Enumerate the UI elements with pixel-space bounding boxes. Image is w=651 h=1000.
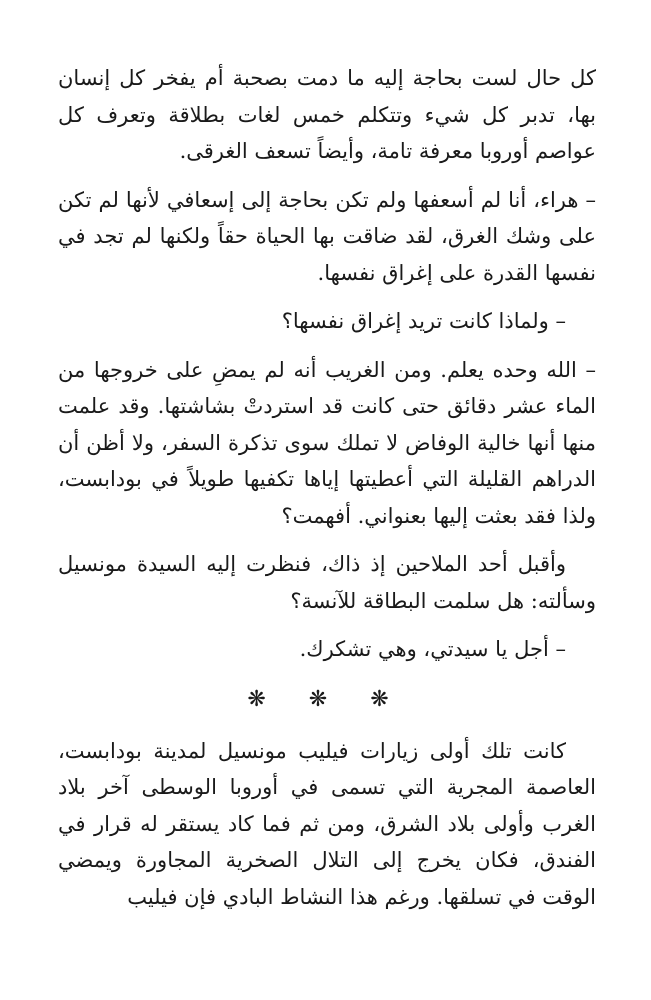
- book-page: [58, 60, 596, 915]
- paragraph-dialogue-question: – ولماذا كانت تريد إغراق نفسها؟: [281, 309, 566, 333]
- paragraph-dialogue-nonsense: – هراء، أنا لم أسعفها ولم تكن بحاجة إلى إسعافي لأنها لم تكن على وشك الغرق، لقد ضاقت بها الحياة حقاً ولكنها لم تجد في نفسها القدرة على إغراق نفسها.: [58, 187, 596, 285]
- paragraph-continuation: كل حال لست بحاجة إليه ما دمت بصحبة أم يفخر كل إنسان بها، تدبر كل شيء وتتكلم خمس لغات بطلاقة وتعرف كل عواصم أوروبا معرفة تامة، وأيضاً تسعف الغرقى.: [58, 66, 596, 163]
- paragraph-dialogue-god-knows: – الله وحده يعلم. ومن الغريب أنه لم يمضِ على خروجها من الماء عشر دقائق حتى كانت قد استردتْ بشاشتها. وقد علمت منها أنها خالية الوفاض لا تملك سوى تذكرة السفر، ولا أظن أن الدراهم القليلة التي أعطيتها إياها تكفيها طويلاً في بودابست، ولذا فقد بعثت إليها بعنواني. أفهمت؟: [58, 357, 596, 528]
- paragraph-sailor-approach: وأقبل أحد الملاحين إذ ذاك، فنظرت إليه السيدة مونسيل وسألته: هل سلمت البطاقة للآنسة؟: [58, 552, 596, 613]
- section-separator-stars: ❋ ❋ ❋: [247, 686, 407, 712]
- paragraph-budapest-visit: كانت تلك أولى زيارات فيليب مونسيل لمدينة بودابست، العاصمة المجرية التي تسمى في أوروبا الوسطى آخر بلاد الغرب وأولى بلاد الشرق، ومن ثم فما كاد يستقر له قرار في الفندق، فكان يخرج إلى التلال الصخرية المجاورة ويمضي الوقت في تسلقها. ورغم هذا النشاط البادي فإن فيليب: [58, 738, 596, 909]
- paragraph-dialogue-yes-madam: – أجل يا سيدتي، وهي تشكرك.: [299, 637, 566, 661]
